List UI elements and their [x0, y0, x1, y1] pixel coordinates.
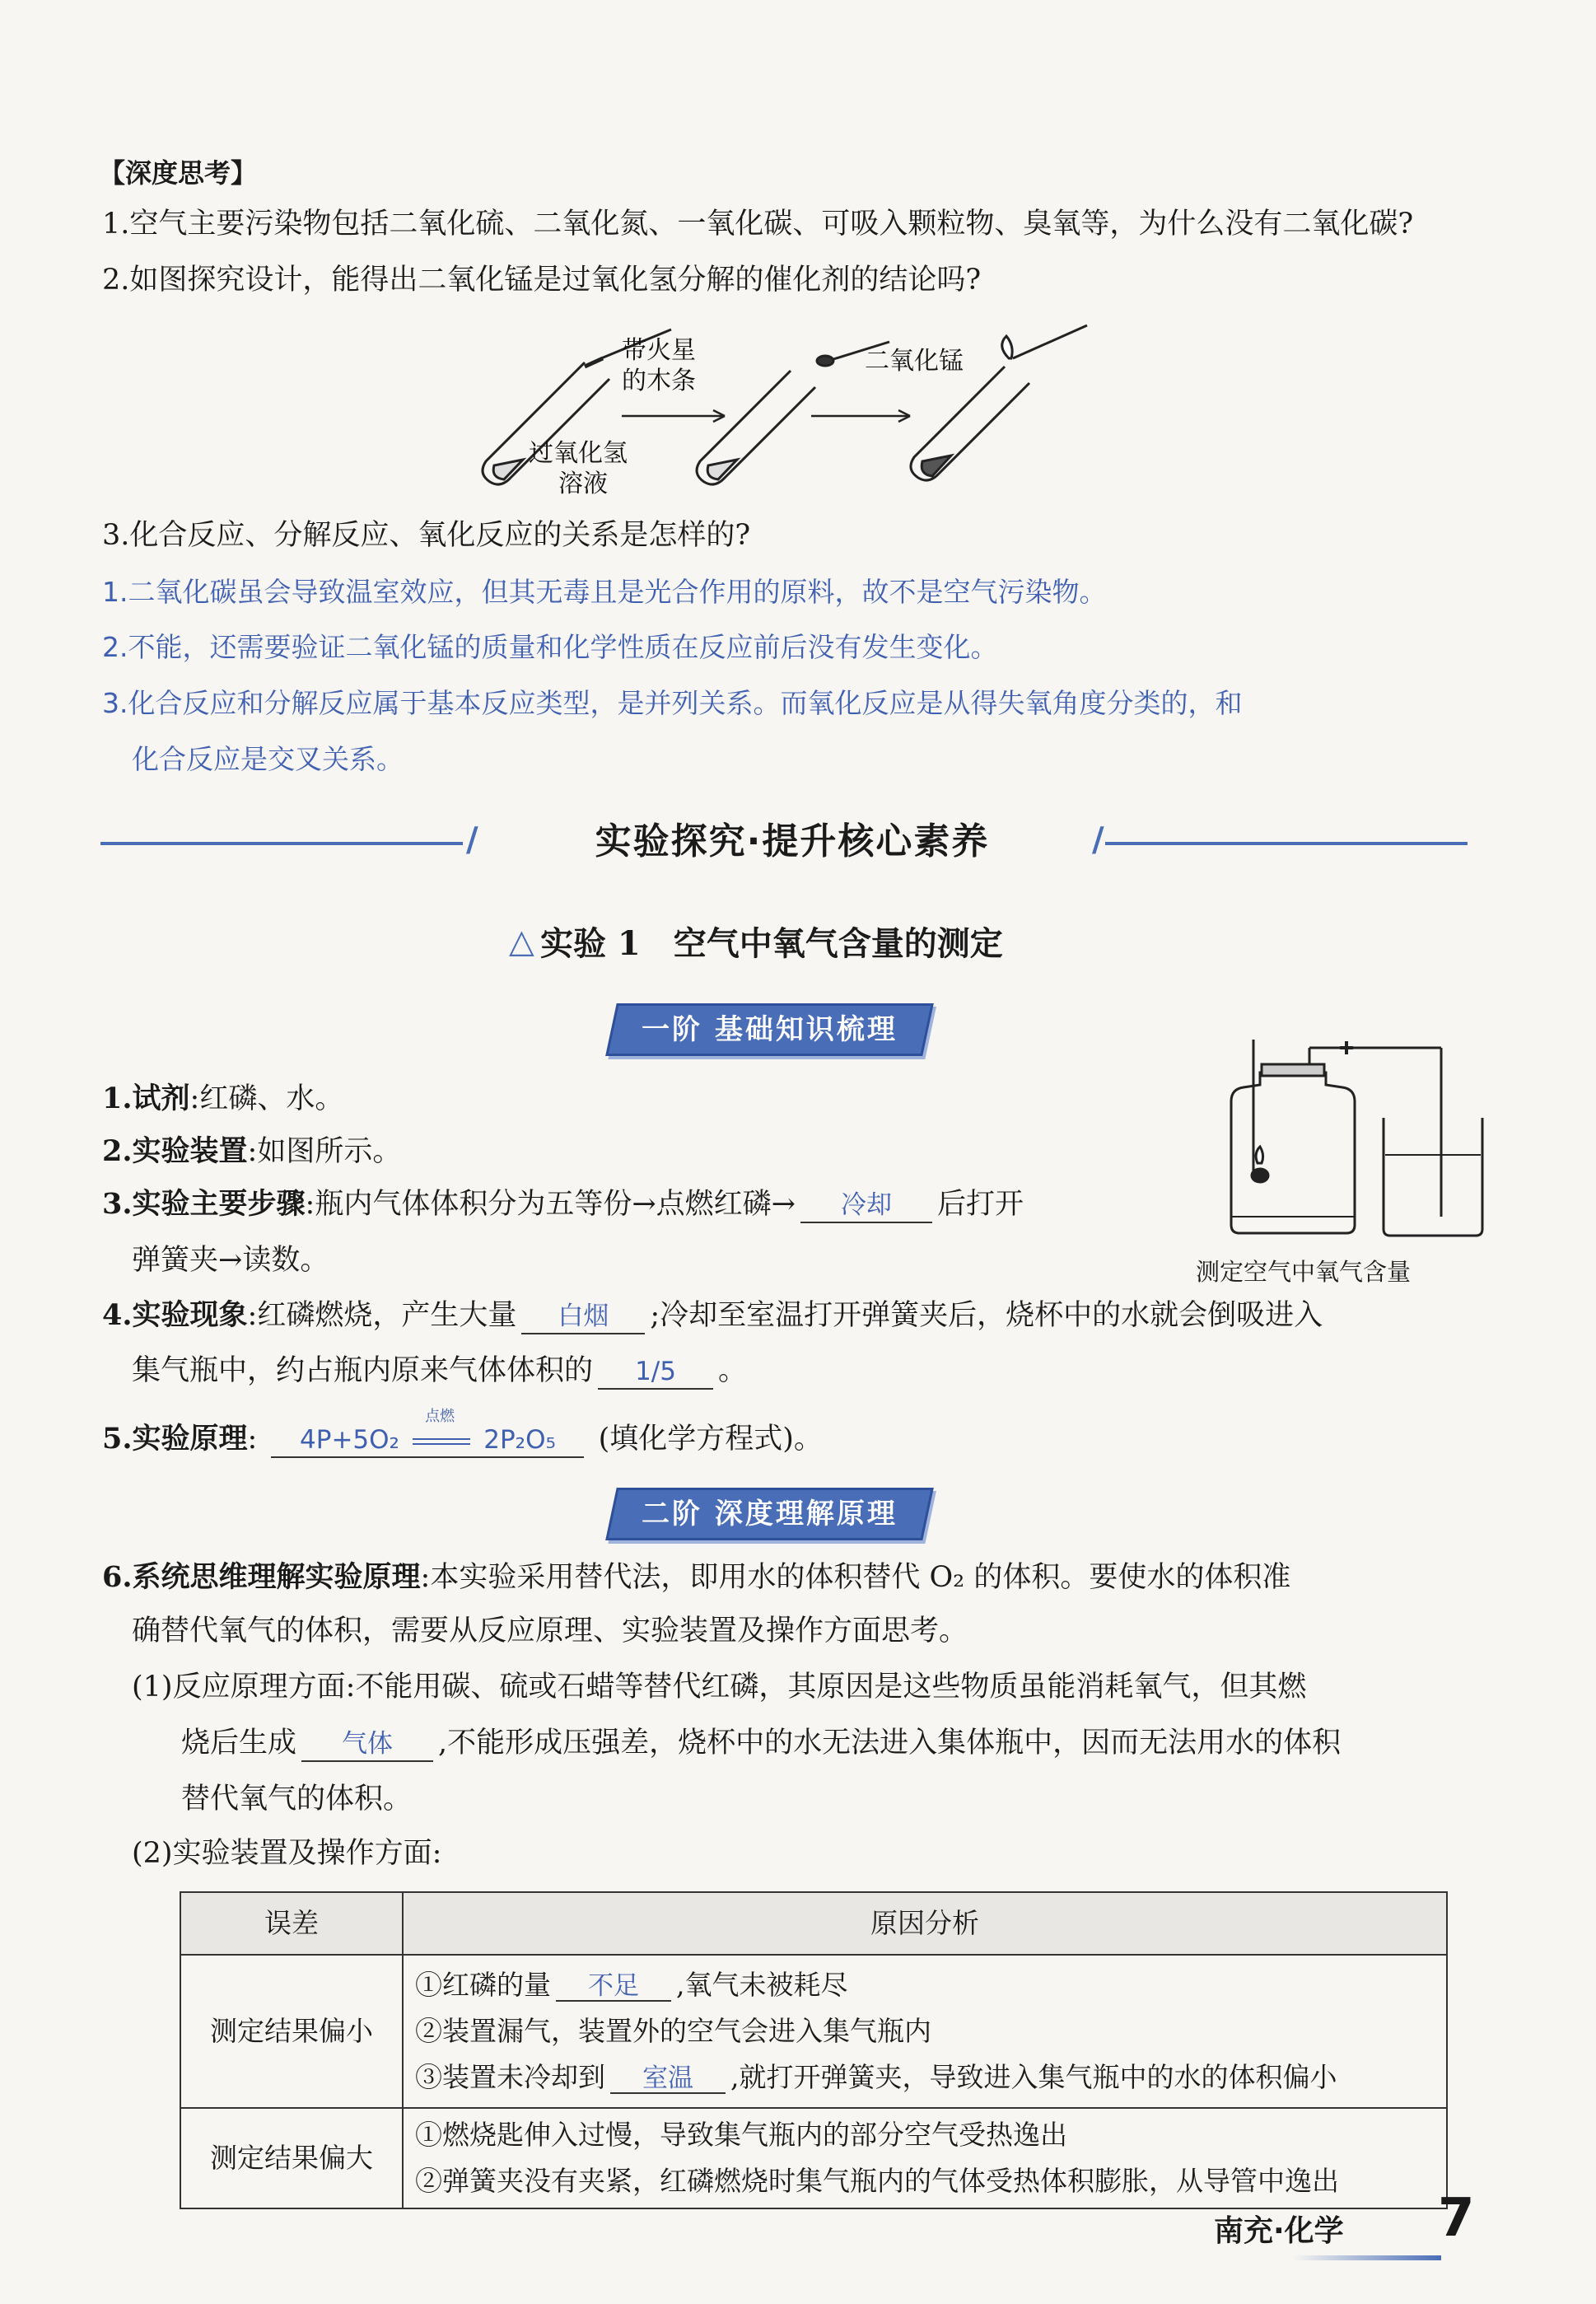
table-header-reason: 原因分析	[403, 1892, 1447, 1955]
question-1: 1.空气主要污染物包括二氧化硫、二氧化氮、一氧化碳、可吸入颗粒物、臭氧等，为什么没有二氧化碳?	[102, 208, 1414, 241]
part1-line-a: (1)反应原理方面:不能用碳、硫或石蜡等替代红磷，其原因是这些物质虽能消耗氧气，但其燃	[132, 1671, 1307, 1703]
row1-reason1-b: ,氧气未被耗尽	[676, 1969, 848, 2001]
label-stick-1: 带火星	[622, 336, 696, 365]
item5-text-b: (填化学方程式)。	[598, 1423, 823, 1456]
row1-reason1-a: ①红磷的量	[415, 1969, 551, 2001]
question-3: 3.化合反应、分解反应、氧化反应的关系是怎样的?	[102, 519, 751, 552]
label-solution-2: 溶液	[558, 470, 608, 498]
item3-text-b: 后打开	[937, 1188, 1024, 1221]
answer-1: 1.二氧化碳虽会导致温室效应，但其无毒且是光合作用的原料，故不是空气污染物。	[102, 576, 1107, 608]
item4-blank1: 白烟	[558, 1302, 609, 1331]
experiment-title: 实验 1 空气中氧气含量的测定	[540, 924, 1003, 963]
item1-text: :红磷、水。	[189, 1082, 344, 1115]
item4-text-c: 集气瓶中，约占瓶内原来气体体积的	[132, 1354, 594, 1387]
row1-reason3-a: ③装置未冷却到	[415, 2061, 605, 2093]
item6-label: 6.系统思维理解实验原理	[102, 1560, 421, 1594]
equation-equals-sign	[413, 1438, 470, 1445]
item4-text-d: 。	[718, 1354, 748, 1387]
stage1-banner-text: 一阶 基础知识梳理	[642, 1013, 898, 1046]
table-row	[180, 1955, 1447, 2108]
item3-blank: 冷却	[841, 1190, 892, 1220]
section-rule-right	[1105, 842, 1468, 845]
apparatus-diagram	[1211, 1040, 1491, 1254]
item6-text-a: :本实验采用替代法，即用水的体积替代 O₂ 的体积。要使水的体积准	[420, 1561, 1291, 1594]
label-stick-2: 的木条	[622, 367, 696, 395]
stage2-banner	[605, 1488, 933, 1540]
row2-reason2: ②弹簧夹没有夹紧，红磷燃烧时集气瓶内的气体受热体积膨胀，从导管中逸出	[415, 2165, 1339, 2197]
apparatus-figure	[1211, 1040, 1491, 1254]
item3-text-a: :瓶内气体体积分为五等份→点燃红磷→	[305, 1188, 796, 1221]
table-row	[180, 2108, 1447, 2208]
table-header-row	[180, 1892, 1447, 1955]
row1-blank1: 不足	[588, 1971, 639, 2001]
flask-icon: △	[509, 923, 534, 960]
part1-line-b: 烧后生成	[181, 1727, 297, 1760]
item4-blank2: 1/5	[635, 1357, 676, 1386]
part1-line-c: ,不能形成压强差，烧杯中的水无法进入集体瓶中，因而无法用水的体积	[438, 1727, 1342, 1760]
table-header-error: 误差	[180, 1892, 403, 1955]
item6-text-b: 确替代氧气的体积，需要从反应原理、实验装置及操作方面思考。	[132, 1615, 968, 1647]
stage2-banner-text: 二阶 深度理解原理	[642, 1498, 898, 1531]
row1-blank2: 室温	[642, 2063, 693, 2093]
item5-label: 5.实验原理	[102, 1422, 248, 1456]
item4-label: 4.实验现象	[102, 1298, 248, 1332]
row2-reason1: ①燃烧匙伸入过慢，导致集气瓶内的部分空气受热逸出	[415, 2119, 1067, 2151]
item2-text: :如图所示。	[247, 1135, 402, 1168]
test-tube-figure	[461, 321, 1120, 511]
item4-text-a: :红磷燃烧，产生大量	[247, 1299, 517, 1332]
row2-reasons	[403, 2108, 1447, 2208]
footer-accent-bar	[1293, 2255, 1441, 2260]
test-tube-diagram	[461, 321, 1120, 511]
row2-label: 测定结果偏大	[180, 2108, 403, 2208]
row1-reason3-b: ,就打开弹簧夹，导致进入集气瓶中的水的体积偏小	[730, 2061, 1337, 2093]
error-analysis-table	[180, 1891, 1448, 2209]
stage1-banner	[605, 1003, 933, 1056]
row1-label: 测定结果偏小	[180, 1955, 403, 2108]
item3-text-c: 弹簧夹→读数。	[132, 1244, 329, 1277]
label-mno2: 二氧化锰	[865, 347, 964, 376]
item2-label: 2.实验装置	[102, 1134, 248, 1168]
item1-label: 1.试剂	[102, 1082, 190, 1115]
equation-condition: 点燃	[425, 1408, 455, 1425]
equation-left: 4P+5O₂	[300, 1425, 399, 1455]
answer-2: 2.不能，还需要验证二氧化锰的质量和化学性质在反应前后没有发生变化。	[102, 631, 998, 663]
part1-blank: 气体	[342, 1729, 394, 1759]
item4-text-b: ;冷却至室温打开弹簧夹后，烧杯中的水就会倒吸进入	[650, 1299, 1323, 1332]
row1-reason2: ②装置漏气，装置外的空气会进入集气瓶内	[415, 2015, 931, 2047]
figure-caption: 测定空气中氧气含量	[1196, 1258, 1412, 1286]
slash-left-icon: /	[466, 820, 478, 859]
slash-right-icon: /	[1092, 820, 1104, 859]
item3-label: 3.实验主要步骤	[102, 1187, 306, 1221]
label-solution-1: 过氧化氢	[529, 439, 628, 468]
page-number: 7	[1438, 2188, 1475, 2249]
question-2: 2.如图探究设计，能得出二氧化锰是过氧化氢分解的催化剂的结论吗?	[102, 264, 982, 297]
answer-3-line1: 3.化合反应和分解反应属于基本反应类型，是并列关系。而氧化反应是从得失氧角度分类的，和	[102, 687, 1243, 719]
item5-text-a: :	[247, 1423, 258, 1456]
deep-think-title: 【深度思考】	[99, 157, 258, 189]
section-rule-left	[100, 842, 463, 845]
part2-title: (2)实验装置及操作方面:	[132, 1837, 442, 1870]
equation-right: 2P₂O₅	[483, 1425, 556, 1455]
answer-3-line2: 化合反应是交叉关系。	[132, 743, 404, 775]
part1-line-d: 替代氧气的体积。	[181, 1783, 413, 1816]
section-title: 实验探究·提升核心素养	[595, 820, 990, 862]
row1-reasons	[403, 1955, 1447, 2108]
footer-label: 南充·化学	[1214, 2214, 1344, 2248]
